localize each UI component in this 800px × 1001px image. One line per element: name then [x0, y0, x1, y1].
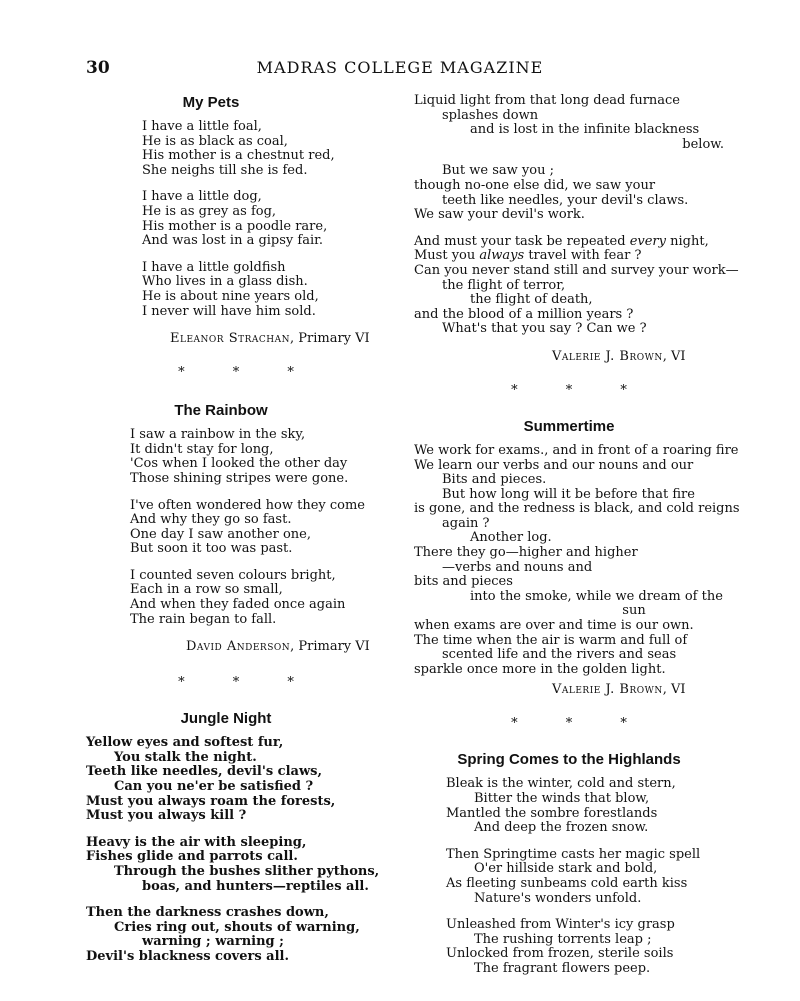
poem-line: sparkle once more in the golden light. [414, 661, 666, 677]
poem-line: sun [622, 603, 646, 619]
poem-line: splashes down [442, 107, 539, 123]
poem-line [414, 235, 724, 250]
poem-line: Then Springtime casts her magic spell [446, 846, 701, 862]
line-part: night, [665, 233, 709, 249]
stanza [130, 499, 386, 557]
poem-jungle-night-continued [414, 93, 739, 364]
stanza [86, 906, 386, 964]
poem-line: warning ; warning ; [142, 934, 284, 950]
poem-line: Bits and pieces. [442, 472, 547, 488]
poem-the-rainbow [130, 402, 386, 654]
poem-line: He is about nine years old, [142, 288, 319, 304]
poem-line: Can you never stand still and survey your work— [414, 262, 739, 278]
author-name: Valerie J. Brown [552, 682, 663, 698]
poem-line: Another log. [470, 530, 552, 546]
left-column [86, 94, 386, 965]
poem-line: into the smoke, while we dream of the [470, 588, 723, 604]
poem-body [446, 777, 724, 976]
poem-line: There they go—higher and higher [414, 545, 638, 561]
line-part: travel with fear ? [524, 248, 642, 264]
section-separator: * * * [178, 675, 316, 691]
line-part: Must you [414, 248, 480, 264]
stanza [446, 918, 724, 976]
author-signature [552, 349, 724, 364]
poem-line: Through the bushes slither pythons, [114, 864, 380, 879]
poem-line: though no-one else did, we saw your [414, 177, 656, 193]
poem-summertime [414, 417, 740, 698]
stanza [446, 777, 724, 835]
author-class: , Primary VI [290, 331, 370, 347]
poem-line: And deep the frozen snow. [474, 820, 649, 836]
poem-line: And was lost in a gipsy fair. [142, 233, 324, 249]
author-signature [170, 331, 386, 346]
author-name: David Anderson [186, 639, 291, 655]
poem-spring-comes-to-the-highlands [414, 751, 724, 976]
poem-line [414, 249, 724, 264]
poem-line: bits and pieces [414, 574, 513, 590]
stanza [142, 261, 386, 319]
stanza [446, 848, 724, 906]
poem-title: My Pets [182, 94, 240, 111]
stanza [414, 164, 724, 222]
poem-line: Unlocked from frozen, sterile soils [446, 946, 674, 962]
poem-line: I have a little goldfish [142, 259, 286, 275]
emphasis: always [479, 248, 525, 264]
stanza [130, 428, 386, 486]
poem-line: You stalk the night. [114, 749, 257, 765]
poem-line: And when they faded once again [130, 597, 346, 613]
page-number: 30 [86, 58, 110, 78]
author-name: Eleanor Strachan [170, 331, 290, 347]
section-separator: * * * [511, 382, 649, 398]
poem-title: Summertime [523, 417, 615, 435]
poem-line: Heavy is the air with sleeping, [86, 834, 307, 850]
poem-my-pets [142, 94, 386, 346]
line-part: And must your task be repeated [414, 233, 630, 249]
poem-line: Fishes glide and parrots call. [86, 849, 298, 865]
poem-line: But how long will it be before that fire [442, 486, 695, 502]
poem-line: boas, and hunters—reptiles all. [142, 878, 369, 894]
poem-line: I saw a rainbow in the sky, [130, 427, 306, 443]
poem-line: Liquid light from that long dead furnace [414, 93, 681, 108]
poem-line: Each in a row so small, [130, 582, 283, 598]
poem-line: when exams are over and time is our own. [414, 618, 694, 634]
poem-line: below. [682, 136, 724, 152]
poem-line: Nature's wonders unfold. [474, 890, 642, 906]
section-separator: * * * [511, 716, 649, 732]
poem-line: I counted seven colours bright, [130, 567, 336, 583]
poem-line: Devil's blackness covers all. [86, 948, 289, 964]
poem-line: teeth like needles, your devil's claws. [442, 192, 689, 208]
poem-line: As fleeting sunbeams cold earth kiss [446, 875, 688, 891]
poem-line: Yellow eyes and softest fur, [86, 735, 284, 751]
poem-line: She neighs till she is fed. [142, 162, 308, 178]
poem-line: The rain began to fall. [130, 611, 277, 627]
author-class: , Primary VI [290, 639, 370, 655]
poem-line: Then the darkness crashes down, [86, 905, 329, 921]
author-signature [186, 639, 386, 654]
stanza [86, 736, 386, 824]
poem-line: And why they go so fast. [130, 512, 292, 528]
author-class: , VI [662, 348, 686, 364]
poem-title: The Rainbow [174, 402, 268, 420]
right-column [414, 93, 740, 977]
poem-line: Those shining stripes were gone. [130, 470, 349, 486]
magazine-title: MADRAS COLLEGE MAGAZINE [256, 58, 544, 77]
poem-line: 'Cos when I looked the other day [130, 456, 348, 472]
poem-line: —verbs and nouns and [442, 559, 593, 575]
stanza [86, 836, 386, 894]
poem-jungle-night [86, 710, 386, 964]
poem-line: His mother is a chestnut red, [142, 148, 335, 164]
stanza [414, 233, 739, 337]
poem-line: I've often wondered how they come [130, 497, 365, 513]
poem-title: Jungle Night [180, 710, 272, 728]
poem-line: The rushing torrents leap ; [474, 931, 652, 947]
poem-line: and is lost in the infinite blackness [470, 122, 700, 138]
poem-line: the flight of terror, [442, 277, 566, 293]
poem-line: His mother is a poodle rare, [142, 218, 328, 234]
author-signature [552, 682, 724, 697]
stanza [130, 569, 386, 627]
author-class: , VI [662, 682, 686, 698]
poem-title: Spring Comes to the Highlands [457, 751, 681, 769]
poem-line: again ? [442, 515, 490, 531]
poem-line: Cries ring out, shouts of warning, [114, 919, 360, 935]
poem-line: It didn't stay for long, [130, 441, 274, 457]
poem-line: I never will have him sold. [142, 303, 316, 319]
poem-line: He is as grey as fog, [142, 203, 277, 219]
poem-line: is gone, and the redness is black, and cold reigns [414, 501, 740, 517]
poem-line: scented life and the rivers and seas [442, 647, 677, 663]
poem-line: I have a little foal, [142, 119, 262, 134]
emphasis: every [629, 233, 666, 249]
poem-line: We work for exams., and in front of a roaring fire [414, 442, 739, 458]
poem-line: We saw your devil's work. [414, 207, 585, 223]
poem-line: Mantled the sombre forestlands [446, 805, 658, 821]
poem-line: What's that you say ? Can we ? [442, 321, 647, 337]
poem-line: Bitter the winds that blow, [474, 791, 650, 806]
stanza [142, 120, 386, 178]
poem-line: O'er hillside stark and bold, [474, 861, 658, 877]
poem-line: Teeth like needles, devil's claws, [86, 764, 322, 780]
poem-line: I have a little dog, [142, 189, 262, 205]
poem-line: Bleak is the winter, cold and stern, [446, 776, 676, 792]
poem-line: Who lives in a glass dish. [142, 274, 308, 290]
poem-line: Must you always roam the forests, [86, 793, 336, 809]
poem-line: One day I saw another one, [130, 526, 311, 542]
poem-line: He is as black as coal, [142, 133, 288, 149]
poem-line: the flight of death, [470, 292, 593, 308]
poem-line: But we saw you ; [442, 163, 554, 179]
stanza [414, 94, 724, 152]
poem-line: But soon it too was past. [130, 541, 293, 557]
poem-line: The fragrant flowers peep. [474, 960, 651, 976]
poem-line: We learn our verbs and our nouns and our [414, 457, 694, 473]
poem-line: and the blood of a million years ? [414, 306, 634, 322]
poem-line: Must you always kill ? [86, 808, 247, 824]
author-name: Valerie J. Brown [552, 348, 663, 364]
poem-line: Unleashed from Winter's icy grasp [446, 917, 675, 933]
stanza [142, 190, 386, 248]
poem-line: Can you ne'er be satisfied ? [114, 779, 314, 795]
section-separator: * * * [178, 365, 316, 381]
poem-line: The time when the air is warm and full of [414, 632, 688, 648]
